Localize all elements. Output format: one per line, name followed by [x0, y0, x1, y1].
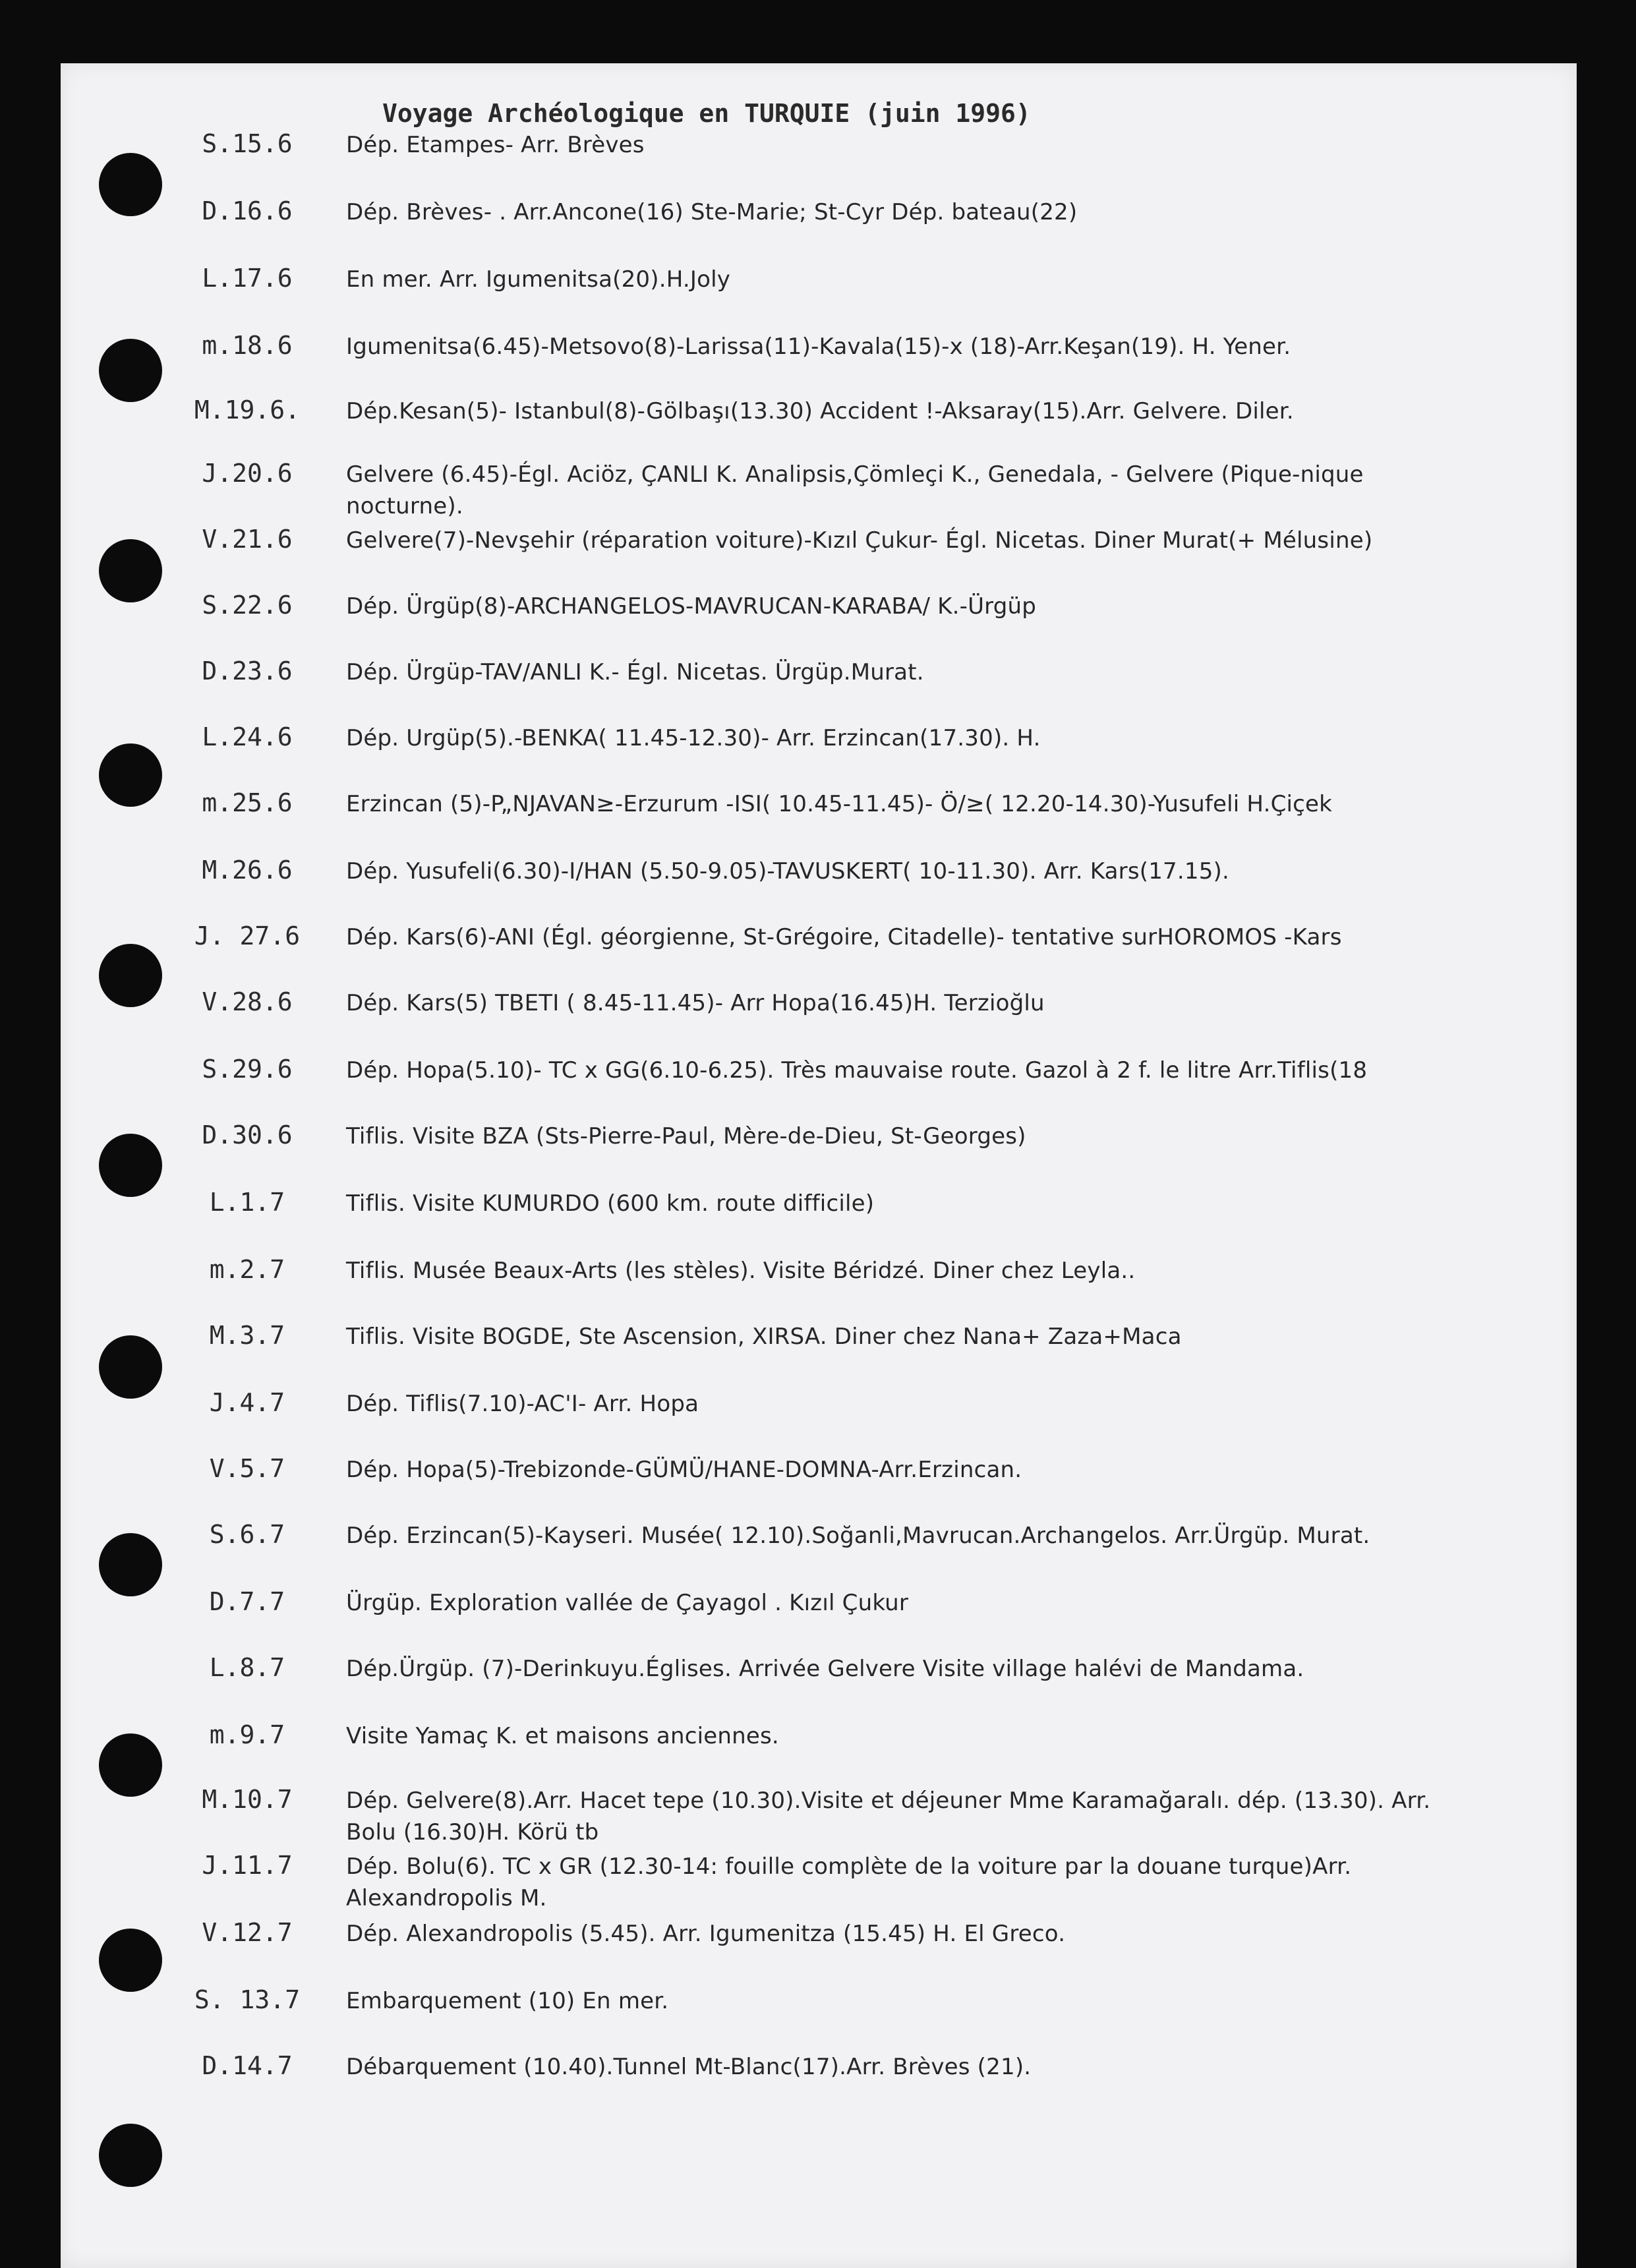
- entry-date: L.17.6: [202, 264, 293, 293]
- entry-text: Dép.Ürgüp. (7)-Derinkuyu.Églises. Arrivée Gelvere Visite village halévi de Mandama.: [346, 1656, 1304, 1682]
- entry-date: J.4.7: [209, 1388, 285, 1417]
- entry-text: En mer. Arr. Igumenitsa(20).H.Joly: [346, 266, 731, 293]
- entry-date: L.8.7: [209, 1653, 285, 1682]
- entry-text: Dép. Ürgüp(8)-ARCHANGELOS-MAVRUCAN-KARABA/ K.-Ürgüp: [346, 593, 1037, 620]
- entry-text: Tiflis. Musée Beaux-Arts (les stèles). Visite Béridzé. Diner chez Leyla..: [346, 1258, 1136, 1284]
- entry-text: Tiflis. Visite BZA (Sts-Pierre-Paul, Mère-de-Dieu, St-Georges): [346, 1123, 1026, 1149]
- punch-hole: [99, 1335, 162, 1399]
- entry-text: Igumenitsa(6.45)-Metsovo(8)-Larissa(11)-Kavala(15)-x (18)-Arr.Keşan(19). H. Yener.: [346, 334, 1291, 360]
- entry-date: m.9.7: [209, 1720, 285, 1749]
- entry-date: V.21.6: [202, 525, 293, 554]
- entry-date: S.22.6: [202, 591, 293, 620]
- entry-text: Dép. Hopa(5)-Trebizonde-GÜMÜ/HANE-DOMNA-Arr.Erzincan.: [346, 1457, 1022, 1483]
- punch-hole: [99, 153, 162, 216]
- entry-date: J.20.6: [202, 459, 293, 488]
- entry-text: Tiflis. Visite KUMURDO (600 km. route difficile): [346, 1190, 875, 1217]
- entry-text: Dép. Urgüp(5).-BENKA( 11.45-12.30)- Arr. Erzincan(17.30). H.: [346, 725, 1041, 751]
- entry-text: Gelvere (6.45)-Égl. Aciöz, ÇANLI K. Analipsis,Çömleçi K., Genedala, - Gelvere (Pique-nique nocturne).: [346, 461, 1364, 519]
- entry-text: Dép. Kars(6)-ANI (Égl. géorgienne, St-Grégoire, Citadelle)- tentative surHOROMOS -Kars: [346, 924, 1342, 950]
- punch-hole: [99, 1733, 162, 1797]
- entry-date: J.11.7: [202, 1851, 293, 1880]
- entry-date: S. 13.7: [194, 1985, 301, 2014]
- entry-text: Erzincan (5)-P„NJAVAN≥-Erzurum -ISI( 10.45-11.45)- Ö/≥( 12.20-14.30)-Yusufeli H.Çiçek: [346, 791, 1333, 817]
- entry-date: D.14.7: [202, 2051, 293, 2080]
- punch-hole: [99, 1134, 162, 1197]
- entry-text: Dép. Tiflis(7.10)-AC'I- Arr. Hopa: [346, 1391, 699, 1417]
- entry-date: D.23.6: [202, 656, 293, 685]
- entry-text: Dép.Kesan(5)- Istanbul(8)-Gölbaşı(13.30) Accident !-Aksaray(15).Arr. Gelvere. Diler.: [346, 398, 1294, 424]
- entry-date: V.5.7: [209, 1454, 285, 1483]
- entry-text: Dép. Ürgüp-TAV/ANLI K.- Égl. Nicetas. Ürgüp.Murat.: [346, 659, 924, 685]
- entry-text: Dép. Brèves- . Arr.Ancone(16) Ste-Marie; St-Cyr Dép. bateau(22): [346, 199, 1078, 225]
- entry-date: V.28.6: [202, 987, 293, 1016]
- entry-date: M.10.7: [202, 1785, 293, 1814]
- entry-date: S.15.6: [202, 129, 293, 158]
- entry-date: L.1.7: [209, 1188, 285, 1217]
- entry-date: S.29.6: [202, 1055, 293, 1084]
- entry-text: Dép. Alexandropolis (5.45). Arr. Igumenitza (15.45) H. El Greco.: [346, 1921, 1066, 1947]
- punch-hole: [99, 1929, 162, 1992]
- entry-text: Embarquement (10) En mer.: [346, 1988, 669, 2014]
- entry-text: Débarquement (10.40).Tunnel Mt-Blanc(17).Arr. Brèves (21).: [346, 2054, 1032, 2080]
- entry-date: m.25.6: [202, 788, 293, 817]
- entry-date: V.12.7: [202, 1918, 293, 1947]
- punch-hole: [99, 2124, 162, 2187]
- entry-text: Dép. Gelvere(8).Arr. Hacet tepe (10.30).Visite et déjeuner Mme Karamağaralı. dép. (13.30). Arr. Bolu (16.30)H. Körü tb: [346, 1788, 1431, 1846]
- entry-text: Tiflis. Visite BOGDE, Ste Ascension, XIRSA. Diner chez Nana+ Zaza+Maca: [346, 1323, 1182, 1350]
- entry-date: D.30.6: [202, 1120, 293, 1149]
- entry-date: D.7.7: [209, 1587, 285, 1616]
- entry-date: m.18.6: [202, 331, 293, 360]
- entry-text: Dép. Kars(5) TBETI ( 8.45-11.45)- Arr Hopa(16.45)H. Terzioğlu: [346, 990, 1045, 1016]
- entry-date: S.6.7: [209, 1520, 285, 1549]
- entry-date: L.24.6: [202, 722, 293, 751]
- punch-hole: [99, 339, 162, 402]
- punch-hole: [99, 1533, 162, 1596]
- entry-date: D.16.6: [202, 196, 293, 225]
- punch-hole: [99, 539, 162, 602]
- entry-text: Visite Yamaç K. et maisons anciennes.: [346, 1723, 779, 1749]
- entry-date: M.19.6.: [194, 395, 301, 424]
- punch-hole: [99, 944, 162, 1007]
- entry-text: Dép. Hopa(5.10)- TC x GG(6.10-6.25). Très mauvaise route. Gazol à 2 f. le litre Arr.Tiflis(18: [346, 1057, 1368, 1084]
- entry-date: m.2.7: [209, 1255, 285, 1284]
- entry-text: Dép. Bolu(6). TC x GR (12.30-14: fouille complète de la voiture par la douane turque)Arr. Alexandropolis M.: [346, 1853, 1352, 1911]
- entry-text: Dép. Yusufeli(6.30)-I/HAN (5.50-9.05)-TAVUSKERT( 10-11.30). Arr. Kars(17.15).: [346, 858, 1230, 885]
- entry-text: Dép. Erzincan(5)-Kayseri. Musée( 12.10).Soğanli,Mavrucan.Archangelos. Arr.Ürgüp. Murat.: [346, 1523, 1370, 1549]
- entry-text: Gelvere(7)-Nevşehir (réparation voiture)-Kızıl Çukur- Égl. Nicetas. Diner Murat(+ Mélusine): [346, 527, 1373, 554]
- punch-hole: [99, 743, 162, 807]
- entry-text: Ürgüp. Exploration vallée de Çayagol . Kızıl Çukur: [346, 1590, 909, 1616]
- entry-date: J. 27.6: [194, 921, 301, 950]
- page-title: Voyage Archéologique en TURQUIE (juin 1996): [382, 99, 1031, 128]
- entry-text: Dép. Etampes- Arr. Brèves: [346, 132, 645, 158]
- entry-date: M.26.6: [202, 856, 293, 885]
- entry-date: M.3.7: [209, 1321, 285, 1350]
